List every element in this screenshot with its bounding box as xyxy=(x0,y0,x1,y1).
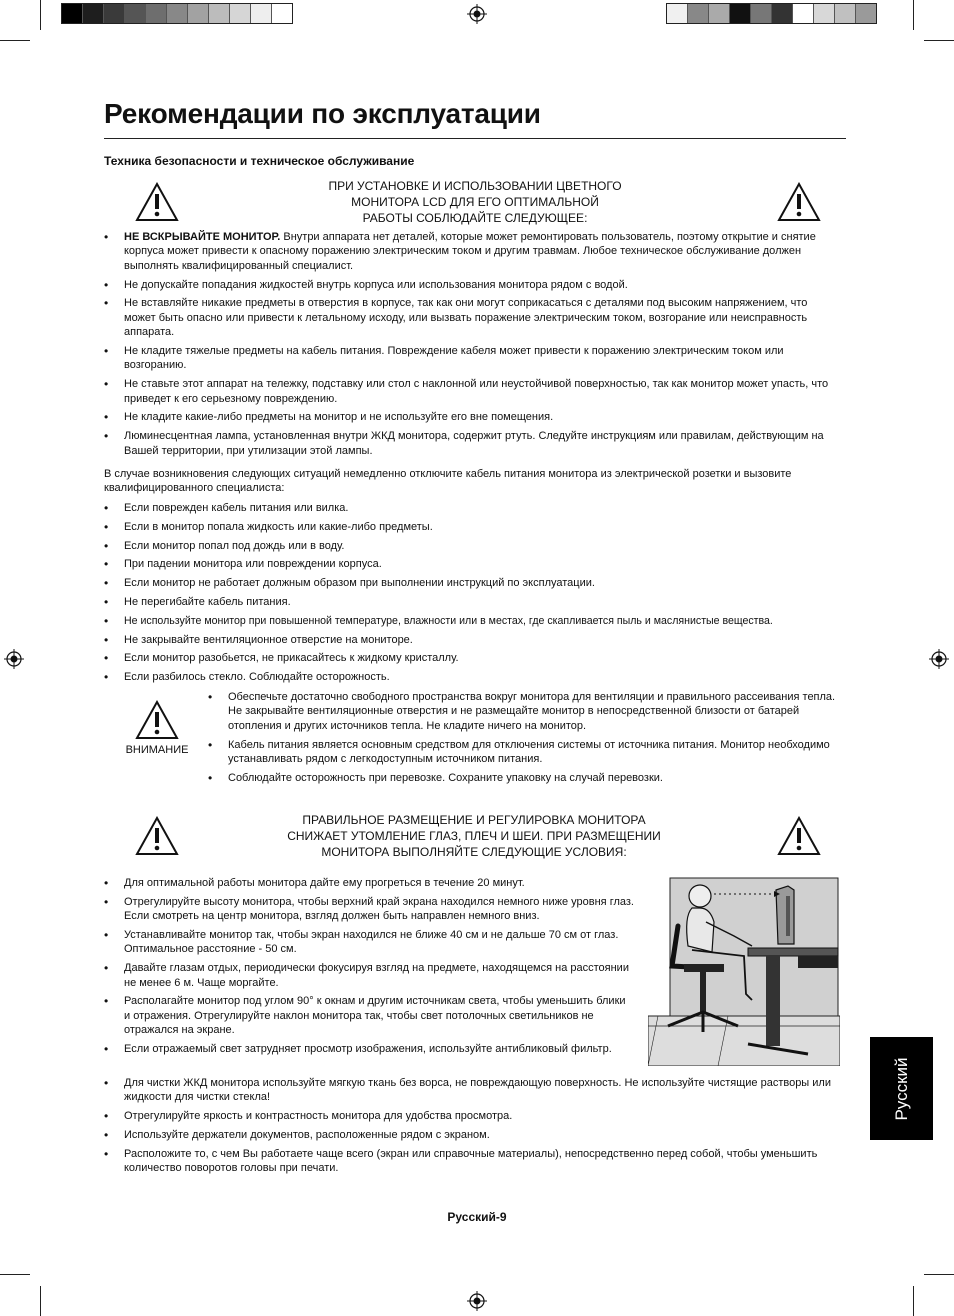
page-number xyxy=(0,1210,954,1224)
crop-mark xyxy=(40,1286,41,1316)
warning-text-2 xyxy=(264,812,684,860)
caution-list xyxy=(208,690,846,790)
registration-mark-icon xyxy=(467,1291,487,1311)
list-item xyxy=(104,278,832,292)
list-item: • Если разбилось стекло. Соблюдайте осторожность. xyxy=(104,670,844,684)
list-item: • Если поврежден кабель питания или вилка. xyxy=(104,501,844,515)
list-item: • Обеспечьте достаточно свободного пространства вокруг монитора для вентиляции и правильного рассеивания тепла. Не закрывайте вентиляционные отверстия и не размещайте монитор в непосредственной близости от батарей отопления и других источников тепла. Не кладите ничего на монитор. xyxy=(208,690,846,733)
warning-triangle-icon xyxy=(135,182,179,222)
warning-text-1 xyxy=(295,178,655,226)
warning-line: МОНИТОРА LCD ДЛЯ ЕГО ОПТИМАЛЬНОЙ xyxy=(351,195,599,209)
grayscale-swatch-bar-right xyxy=(666,3,877,24)
ergonomic-workstation-illustration xyxy=(648,876,840,1066)
list-item: • Если монитор не работает должным образом при выполнении инструкций по эксплуатации. xyxy=(104,576,844,590)
list-item: • Если в монитор попала жидкость или какие-либо предметы. xyxy=(104,520,844,534)
list-item-text: Внутри аппарата нет деталей, которые может ремонтировать пользователь, поэтому открытие и снятие корпуса может привести к опасному поражению электрическим током и другим травмам. Любое техническое обслуживание должен выполнять квалифицированный специалист. xyxy=(124,231,816,272)
warning-triangle-icon xyxy=(777,816,821,856)
list-item: • Используйте держатели документов, расположенные рядом с экраном. xyxy=(104,1128,840,1142)
list-item: • Кабель питания является основным средством для отключения системы от источника питания. Монитор необходимо устанавливать рядом с легкодоступным источником питания. xyxy=(208,738,846,767)
list-item-text: Не кладите тяжелые предметы на кабель питания. Повреждение кабеля может привести к поражению электрическим током или возгоранию. xyxy=(124,345,784,372)
emergency-intro: В случае возникновения следующих ситуаций немедленно отключите кабель питания монитора из электрической розетки и вызовите квалифицированного специалиста: xyxy=(104,468,792,495)
page-number-label: Русский-9 xyxy=(447,1210,507,1224)
registration-mark-icon xyxy=(4,649,24,669)
list-item: • Отрегулируйте яркость и контрастность монитора для удобства просмотра. xyxy=(104,1109,840,1123)
list-item: • Отрегулируйте высоту монитора, чтобы верхний край экрана находился немного ниже уровня глаз. Если смотреть на центр монитора, взгляд должен быть направлен немного вниз. xyxy=(104,895,634,924)
warning-line: РАБОТЫ СОБЛЮДАЙТЕ СЛЕДУЮЩЕЕ: xyxy=(362,211,588,225)
list-item: • Не перегибайте кабель питания. xyxy=(104,595,844,609)
safety-list xyxy=(104,230,832,462)
list-item-text: Люминесцентная лампа, установленная внутри ЖКД монитора, содержит ртуть. Следуйте инструкциям или правилам, действующим на Вашей территории, при утилизации этой лампы. xyxy=(124,430,824,457)
page-title: Рекомендации по эксплуатации xyxy=(104,98,541,129)
list-item: • Располагайте монитор под углом 90° к окнам и другим источникам света, чтобы уменьшить блики и отражения. Отрегулируйте наклон монитора так, чтобы свет потолочных светильников не отражался на экране. xyxy=(104,994,634,1037)
warning-triangle-icon xyxy=(777,182,821,222)
list-item-text: Не допускайте попадания жидкостей внутрь корпуса или использования монитора рядом с водой. xyxy=(124,278,628,291)
list-item: • Для чистки ЖКД монитора используйте мягкую ткань без ворса, не повреждающую поверхность. Не используйте чистящие растворы или жидкости для чистки стекла! xyxy=(104,1076,840,1105)
list-item-text: Не вставляйте никакие предметы в отверстия в корпусе, так как они могут соприкасаться с деталями под высоким напряжением, что может быть опасно или привести к летальному исходу, или вызвать поражение электрическим током, возгорание или неисправность аппарата. xyxy=(124,297,808,339)
registration-mark-icon xyxy=(467,4,487,24)
crop-mark xyxy=(40,0,41,30)
list-item xyxy=(104,429,832,458)
grayscale-swatch-bar-left xyxy=(61,3,293,24)
list-item: • Если монитор разобьется, не прикасайтесь к жидкому кристаллу. xyxy=(104,651,844,665)
ergonomic-list xyxy=(104,876,634,1061)
list-item xyxy=(104,410,832,424)
list-item: • Не используйте монитор при повышенной температуре, влажности или в местах, где скапливается пыль и маслянистые вещества. xyxy=(104,614,844,628)
language-tab-label: Русский xyxy=(891,1056,911,1121)
list-item: • Если отражаемый свет затрудняет просмотр изображения, используйте антибликовый фильтр. xyxy=(104,1042,634,1056)
section-heading: Техника безопасности и техническое обслуживание xyxy=(104,154,415,168)
warning-line: СНИЖАЕТ УТОМЛЕНИЕ ГЛАЗ, ПЛЕЧ И ШЕИ. ПРИ РАЗМЕЩЕНИИ xyxy=(287,829,661,843)
emergency-list xyxy=(104,501,844,689)
warning-line: ПРИ УСТАНОВКЕ И ИСПОЛЬЗОВАНИИ ЦВЕТНОГО xyxy=(328,179,622,193)
list-item: • Если монитор попал под дождь или в воду. xyxy=(104,539,844,553)
title-divider xyxy=(104,138,846,139)
list-item xyxy=(104,377,832,406)
list-item: • Давайте глазам отдых, периодически фокусируя взгляд на предмете, находящемся на расстоянии не менее 6 м. Чаще моргайте. xyxy=(104,961,634,990)
crop-mark xyxy=(924,40,954,41)
ergonomic-list-continued xyxy=(104,1076,840,1180)
list-item xyxy=(104,230,832,273)
crop-mark xyxy=(924,1274,954,1275)
list-item xyxy=(104,296,832,339)
crop-mark xyxy=(0,1274,30,1275)
crop-mark xyxy=(913,1286,914,1316)
list-item: • Устанавливайте монитор так, чтобы экран находился не ближе 40 см и не дальше 70 см от глаз. Оптимальное расстояние - 50 см. xyxy=(104,928,634,957)
warning-line: МОНИТОРА ВЫПОЛНЯЙТЕ СЛЕДУЮЩИЕ УСЛОВИЯ: xyxy=(321,845,627,859)
warning-triangle-icon xyxy=(135,700,179,740)
list-item: • Соблюдайте осторожность при перевозке. Сохраните упаковку на случай перевозки. xyxy=(208,771,846,785)
crop-mark xyxy=(0,40,30,41)
list-item-text: Не ставьте этот аппарат на тележку, подставку или стол с наклонной или неустойчивой поверхностью, так как монитор может упасть, что приведет к его серьезному повреждению. xyxy=(124,378,829,405)
list-item: • При падении монитора или повреждении корпуса. xyxy=(104,557,844,571)
crop-mark xyxy=(913,0,914,30)
list-item: • Не закрывайте вентиляционное отверстие на мониторе. xyxy=(104,633,844,647)
list-item: • Для оптимальной работы монитора дайте ему прогреться в течение 20 минут. xyxy=(104,876,634,890)
list-item xyxy=(104,344,832,373)
list-item: • Расположите то, с чем Вы работаете чаще всего (экран или справочные материалы), непосредственно перед собой, чтобы уменьшить количество поворотов головы при печати. xyxy=(104,1147,840,1176)
list-item-text: Не кладите какие-либо предметы на монитор и не используйте его вне помещения. xyxy=(124,411,554,424)
warning-triangle-icon xyxy=(135,816,179,856)
registration-mark-icon xyxy=(929,649,949,669)
list-item-bold: НЕ ВСКРЫВАЙТЕ МОНИТОР. xyxy=(124,231,281,243)
caution-label: ВНИМАНИЕ xyxy=(125,744,189,756)
language-tab xyxy=(870,1037,933,1140)
warning-line: ПРАВИЛЬНОЕ РАЗМЕЩЕНИЕ И РЕГУЛИРОВКА МОНИТОРА xyxy=(302,813,646,827)
